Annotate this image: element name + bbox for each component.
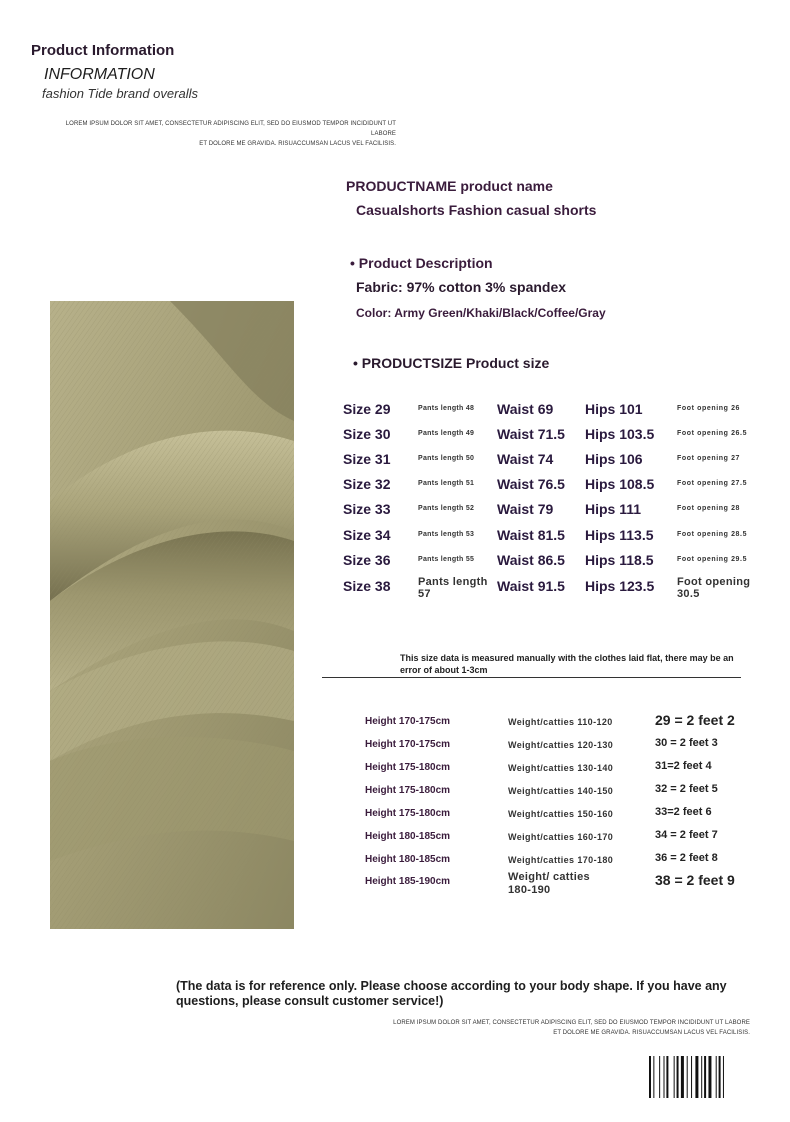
divider	[322, 677, 741, 678]
size-row	[343, 476, 763, 498]
hips-cell: Hips 106	[585, 451, 643, 467]
hips-cell: Hips 108.5	[585, 476, 655, 492]
waist-cell: Waist 69	[497, 401, 554, 417]
pants-length-cell: Pants length 48	[418, 405, 475, 412]
foot-opening-cell: Foot opening 27	[677, 455, 741, 462]
height-weight-row	[365, 712, 765, 736]
height-cell: Height 175-180cm	[365, 808, 451, 819]
pants-length-cell: Pants length 50	[418, 455, 475, 462]
disclaimer: (The data is for reference only. Please choose according to your body shape. If you have any questions, please consult customer service!)	[176, 979, 727, 1008]
footer-lorem-line1: LOREM IPSUM DOLOR SIT AMET, CONSECTETUR ADIPISCING ELIT, SED DO EIUSMOD TEMPOR INCIDIDUNT UT LABORE	[393, 1020, 750, 1026]
size-cell: Size 31	[343, 451, 391, 467]
bullet-icon: •	[350, 255, 355, 271]
size-row	[343, 401, 763, 423]
weight-cell: Weight/catties 120-130	[508, 740, 614, 750]
page-subtitle: INFORMATION	[44, 66, 155, 83]
hips-cell: Hips 111	[585, 501, 642, 517]
product-name: Casualshorts Fashion casual shorts	[356, 202, 597, 218]
bullet-icon: •	[353, 355, 358, 371]
height-weight-row	[365, 831, 765, 851]
height-cell: Height 170-175cm	[365, 739, 451, 750]
pants-length-cell: Pants length 57	[418, 576, 488, 600]
product-description-label: Product Description	[358, 255, 493, 271]
product-size-heading	[353, 355, 549, 371]
size-row	[343, 426, 763, 448]
weight-cell: Weight/catties 110-120	[508, 717, 613, 727]
pants-length-cell: Pants length 49	[418, 430, 475, 437]
fabric-image	[50, 301, 294, 929]
size-cell: Size 34	[343, 527, 391, 543]
foot-opening-cell: Foot opening 26	[677, 405, 741, 412]
pants-length-cell: Pants length 53	[418, 531, 475, 538]
feet-cell: 36 = 2 feet 8	[655, 852, 718, 864]
height-cell: Height 180-185cm	[365, 854, 451, 865]
foot-opening-cell: Foot opening 30.5	[677, 576, 751, 600]
header-lorem-line1: LOREM IPSUM DOLOR SIT AMET, CONSECTETUR ADIPISCING ELIT, SED DO EIUSMOD TEMPOR INCIDIDUNT UT LABORE	[65, 121, 396, 137]
waist-cell: Waist 79	[497, 501, 554, 517]
size-row	[343, 451, 763, 473]
height-cell: Height 170-175cm	[365, 716, 451, 727]
hips-cell: Hips 101	[585, 401, 643, 417]
waist-cell: Waist 74	[497, 451, 554, 467]
waist-cell: Waist 81.5	[497, 527, 565, 543]
foot-opening-cell: Foot opening 28.5	[677, 531, 748, 538]
feet-cell: 29 = 2 feet 2	[655, 712, 735, 728]
hips-cell: Hips 118.5	[585, 552, 654, 568]
feet-cell: 34 = 2 feet 7	[655, 829, 718, 841]
product-size-label: PRODUCTSIZE Product size	[361, 355, 550, 371]
height-weight-row	[365, 808, 765, 828]
foot-opening-cell: Foot opening 26.5	[677, 430, 748, 437]
size-cell: Size 32	[343, 476, 391, 492]
footer-lorem	[360, 1018, 750, 1038]
foot-opening-cell: Foot opening 28	[677, 505, 741, 512]
hips-cell: Hips 103.5	[585, 426, 655, 442]
waist-cell: Waist 71.5	[497, 426, 565, 442]
size-cell: Size 29	[343, 401, 391, 417]
feet-cell: 32 = 2 feet 5	[655, 783, 718, 795]
tagline: fashion Tide brand overalls	[42, 86, 198, 101]
weight-cell: Weight/catties 170-180	[508, 855, 614, 865]
hips-cell: Hips 123.5	[585, 578, 655, 594]
pants-length-cell: Pants length 51	[418, 480, 475, 487]
size-row	[343, 578, 763, 600]
waist-cell: Waist 76.5	[497, 476, 565, 492]
waist-cell: Waist 91.5	[497, 578, 565, 594]
header-lorem-line2: ET DOLORE ME GRAVIDA. RISUACCUMSAN LACUS VEL FACILISIS.	[199, 141, 396, 147]
weight-cell: Weight/catties 150-160	[508, 809, 614, 819]
product-description-heading	[350, 255, 493, 271]
foot-opening-cell: Foot opening 27.5	[677, 480, 748, 487]
height-cell: Height 175-180cm	[365, 762, 451, 773]
header-lorem	[44, 119, 396, 149]
weight-cell: Weight/catties 130-140	[508, 763, 614, 773]
feet-cell: 33=2 feet 6	[655, 806, 712, 818]
height-cell: Height 175-180cm	[365, 785, 451, 796]
pants-length-cell: Pants length 55	[418, 556, 475, 563]
height-weight-row	[365, 739, 765, 759]
size-row	[343, 552, 763, 574]
weight-cell: Weight/catties 160-170	[508, 832, 614, 842]
waist-cell: Waist 86.5	[497, 552, 565, 568]
hips-cell: Hips 113.5	[585, 527, 654, 543]
color-info: Color: Army Green/Khaki/Black/Coffee/Gray	[356, 306, 606, 320]
fabric-photo	[50, 301, 294, 929]
size-row	[343, 527, 763, 549]
height-weight-row	[365, 762, 765, 782]
footer-lorem-line2: ET DOLORE ME GRAVIDA. RISUACCUMSAN LACUS VEL FACILISIS.	[553, 1030, 750, 1036]
height-cell: Height 180-185cm	[365, 831, 451, 842]
weight-cell: Weight/ catties 180-190	[508, 871, 590, 896]
size-row	[343, 501, 763, 523]
fabric-info: Fabric: 97% cotton 3% spandex	[356, 279, 567, 295]
size-cell: Size 36	[343, 552, 391, 568]
page-title: Product Information	[31, 42, 175, 59]
barcode-icon	[649, 1056, 749, 1098]
feet-cell: 31=2 feet 4	[655, 760, 712, 772]
height-weight-row	[365, 871, 765, 896]
height-cell: Height 185-190cm	[365, 876, 451, 887]
weight-cell: Weight/catties 140-150	[508, 786, 614, 796]
foot-opening-cell: Foot opening 29.5	[677, 556, 748, 563]
size-cell: Size 30	[343, 426, 391, 442]
product-name-label: PRODUCTNAME product name	[346, 178, 553, 194]
feet-cell: 30 = 2 feet 3	[655, 737, 718, 749]
size-cell: Size 38	[343, 578, 391, 594]
size-cell: Size 33	[343, 501, 391, 517]
height-weight-row	[365, 785, 765, 805]
pants-length-cell: Pants length 52	[418, 505, 475, 512]
measure-note: This size data is measured manually with the clothes laid flat, there may be an error of about 1-3cm	[400, 653, 734, 675]
feet-cell: 38 = 2 feet 9	[655, 872, 735, 888]
